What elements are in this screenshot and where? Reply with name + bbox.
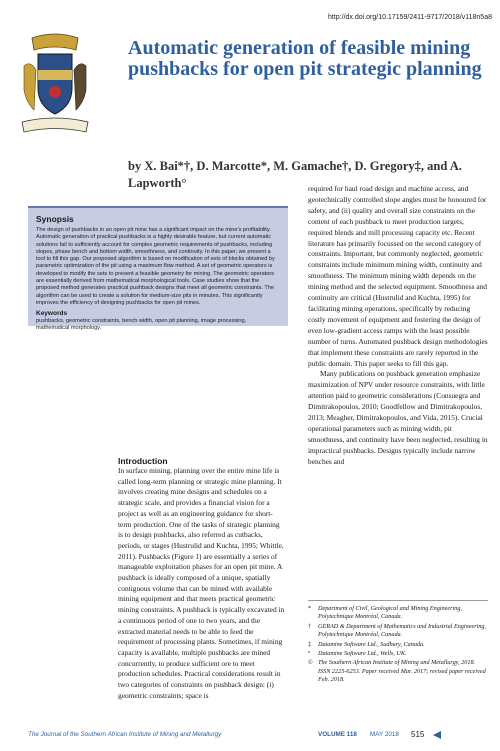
footnote-mark: © [308, 659, 313, 667]
synopsis-box [28, 206, 288, 332]
keywords-heading: Keywords [36, 310, 68, 318]
introduction-column-2 [308, 184, 488, 468]
column-2-paragraph: Many publications on pushback generation emphasize maximization of NPV under resource constraints, with little attention paid to geometric considerations (Consuegra and Dimitrakopoulos, 2010; Goodfellow and Dimitrakopoulos, 2013; Meagher, Dimitrakopoulos, and Vida, 2015). Crucial operational parameters such as mining width, pit smoothness, and continuity have been neglected, resulting in impractical pushbacks. Designs typically include narrow benches and [308, 369, 488, 466]
introduction-heading: Introduction [118, 456, 168, 466]
footnote-item [308, 641, 488, 649]
footnote-item [308, 650, 488, 658]
synopsis-text: The design of pushbacks in an open pit mine has a significant impact on the mine's profitability. Automatic generation of practical pushbacks is a highly desirable feature, but current automatic solutions fail to sufficiently account for complex geometric requirements of pushbacks, including slopes, phase bench and bottom width, smoothness, and continuity. In this paper, we present a tool to fill this gap. Our proposed algorithm is based on modification of sets of blocks obtained by parametric optimization of the pit using a maximum flow method. A set of geometric operators is developed to modify the sets to present a feasible geometry for mining. The geometric operators are essentially derived from mathematical morphological tools. Case studies show that the proposed method generates practical pushback designs that meet all geometric constraints. The algorithm can be used to create a solution for medium-size pits in minutes. This significantly improves the efficiency of designing pushbacks for open pit mines. [36, 227, 275, 306]
column-2-paragraph: required for haul road design and machine access, and geotechnically controlled slope angles must be honoured for safety, and (ii) quality and overall size constraints on the content of each pushback to meet production targets, required blends and mill processing capacity etc. Recent literature has primarily focussed on the second category of constraints. Important, but commonly neglected, geometric constraints include minimum mining width, continuity and smoothness. The minimum mining width depends on the mining method and the selected equipment. Smoothness and continuity are critical (Hustrulid and Kuchta, 1995) for facilitating mining operations, specifically by reducing costly movement of equipment and fostering the design of even low-gradient access ramps with the least possible number of turns. Automated pushback design methodologies that implement these constraints are rarely reported in the public domain. This paper seeks to fill this gap. [308, 184, 488, 368]
footnote-text: The Southern African Institute of Mining and Metallurgy, 2018. ISSN 2225-6253. Paper received Mar. 2017; revised paper received Feb. 2018. [318, 659, 486, 684]
page-number: 515 [411, 730, 425, 739]
footnote-text: Datamine Software Ltd., Wells, UK. [318, 650, 407, 658]
footnote-text: GERAD & Department of Mathematics and Industrial Engineering, Polytechnique Montréal, Canada. [318, 622, 487, 639]
footnote-mark: ‡ [308, 640, 312, 648]
footnote-item [308, 605, 488, 622]
keywords-text: pushbacks, geometric constraints, bench width, open pit planning, image processing, mathematical morphology. [36, 318, 247, 332]
footnote-mark: * [308, 605, 312, 612]
issue-month: MAY 2018 [370, 731, 399, 738]
footnote-item [308, 623, 488, 640]
article-title: Automatic generation of feasible mining pushbacks for open pit strategic planning [128, 37, 482, 80]
footnote-text: Datamine Software Ltd., Sudbury, Canada. [318, 640, 425, 648]
footnote-divider [308, 600, 488, 601]
footnote-item [308, 659, 488, 684]
footnote-mark: † [308, 622, 312, 630]
footnote-text: Department of Civil, Geological and Mining Engineering, Polytechnique Montréal, Canada. [318, 605, 463, 621]
footnote-mark: ° [308, 650, 311, 658]
volume-number: VOLUME 118 [318, 731, 357, 738]
left-arrow-icon [432, 730, 442, 740]
introduction-column-1: In surface mining, planning over the entire mine life is called long-term planning or strategic mine planning. It involves creating mine designs and schedules on a strategic scale, and provides a financial vision for a project as well as an engineering guidance for short-term production. One of the tasks of strategic planning is to design pushbacks, also referred as cutbacks, periods, or stages (Hustrulid and Kuchta, 1995; Whittle, 2011). Pushbacks (Figure 1) are essentially a series of manageable exploitation phases for an open pit mine. A pushback is ideally composed of a unique, spatially contiguous volume that can be mined with available mining equipment and that meets practical geometric mining constraints. A pushback is typically excavated in a continuous period of one to two years, and the extracted material needs to be able to feed the requirement of processing plants. Sometimes, if mining capacity is available, multiple pushbacks are mined concurrently, to produce sufficient ore to meet production schedules. Practical considerations result in two categories of constraints on pushback design: (i) geometric constraints; space is [118, 466, 285, 700]
affiliation-footnotes [308, 605, 488, 686]
journal-name: The Journal of the Southern African Institute of Mining and Metallurgy [28, 731, 222, 738]
author-list: by X. Bai*†, D. Marcotte*, M. Gamache†, D. Gregory‡, and A. Lapworth° [128, 159, 462, 190]
doi-link[interactable]: http://dx.doi.org/10.17159/2411-9717/2018/v118n5a8 [328, 14, 492, 21]
institute-crest-logo [20, 30, 90, 138]
synopsis-heading: Synopsis [36, 214, 74, 224]
